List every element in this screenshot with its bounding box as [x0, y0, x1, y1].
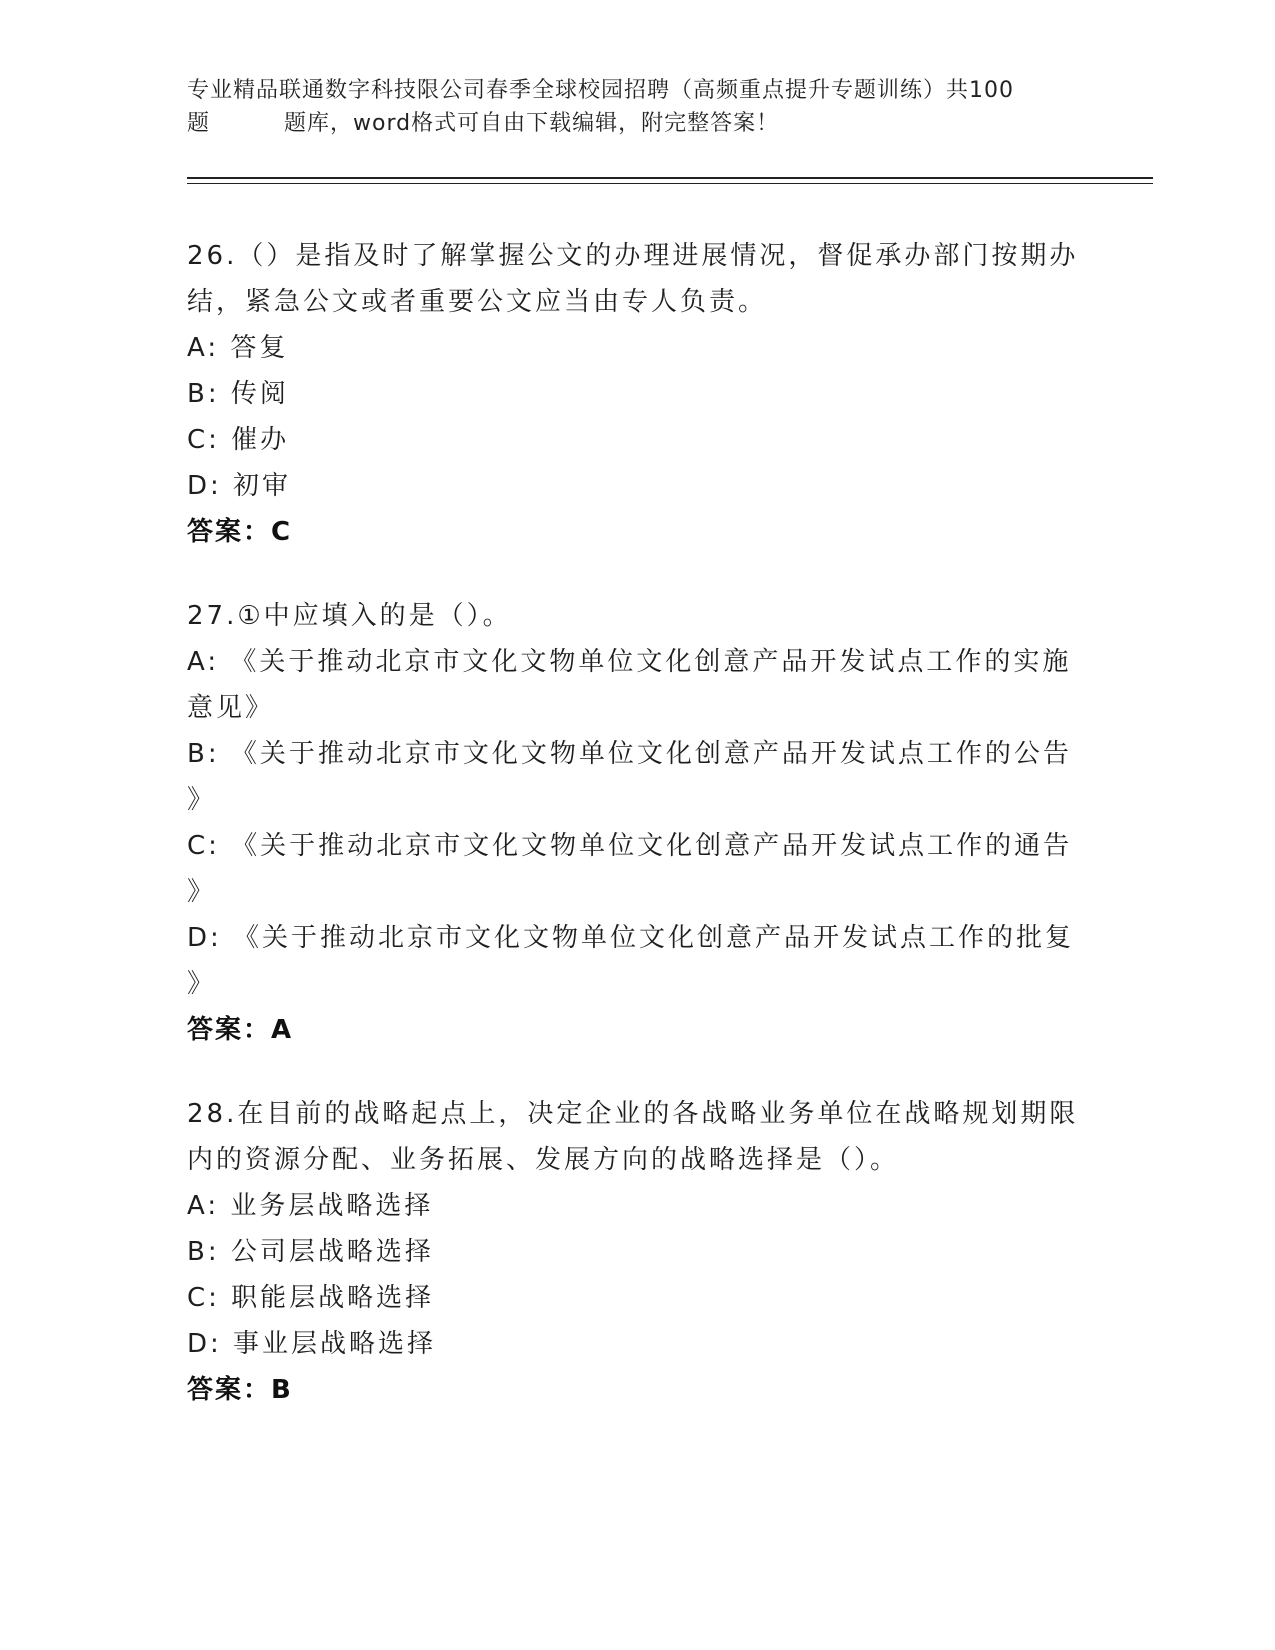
header-line-2 [187, 107, 1087, 140]
option-c: C: 《关于推动北京市文化文物单位文化创意产品开发试点工作的通告 [187, 831, 1073, 861]
answer-label: 答案：C [187, 517, 293, 547]
header-line-2-right: 题库，word格式可自由下载编辑，附完整答案！ [284, 111, 780, 136]
header-rule-thick [187, 177, 1153, 179]
header-rule-thin [187, 183, 1153, 184]
option-b: B: 传阅 [187, 379, 289, 409]
question-text-line: 27.①中应填入的是（）。 [187, 601, 512, 631]
option-d: D: 《关于推动北京市文化文物单位文化创意产品开发试点工作的批复 [187, 923, 1075, 953]
question-28 [187, 1091, 1087, 1413]
question-26 [187, 233, 1087, 555]
option-d: D: 初审 [187, 471, 292, 501]
header-line-1: 专业精品联通数字科技限公司春季全球校园招聘（高频重点提升专题训练）共100 [187, 78, 1014, 103]
option-a: A: 答复 [187, 333, 289, 363]
document-header [187, 74, 1087, 140]
option-b: B: 《关于推动北京市文化文物单位文化创意产品开发试点工作的公告 [187, 739, 1072, 769]
header-line-2-left: 题 [187, 111, 211, 136]
option-b: B: 公司层战略选择 [187, 1237, 434, 1267]
question-text-line: 结，紧急公文或者重要公文应当由专人负责。 [187, 287, 768, 317]
question-text-line: 内的资源分配、业务拓展、发展方向的战略选择是（）。 [187, 1145, 900, 1175]
option-c: C: 催办 [187, 425, 290, 455]
answer-label: 答案：B [187, 1375, 293, 1405]
option-d: D: 事业层战略选择 [187, 1329, 437, 1359]
question-list [187, 233, 1087, 1451]
question-27 [187, 593, 1087, 1053]
question-text-line: 28.在目前的战略起点上，决定企业的各战略业务单位在战略规划期限 [187, 1099, 1079, 1129]
option-c-continued: 》 [187, 877, 217, 907]
option-d-continued: 》 [187, 969, 217, 999]
question-text-line: 26.（）是指及时了解掌握公文的办理进展情况，督促承办部门按期办 [187, 241, 1079, 271]
answer-label: 答案：A [187, 1015, 294, 1045]
option-a: A: 《关于推动北京市文化文物单位文化创意产品开发试点工作的实施 [187, 647, 1072, 677]
option-a: A: 业务层战略选择 [187, 1191, 434, 1221]
option-c: C: 职能层战略选择 [187, 1283, 435, 1313]
option-a-continued: 意见》 [187, 693, 275, 723]
option-b-continued: 》 [187, 785, 217, 815]
